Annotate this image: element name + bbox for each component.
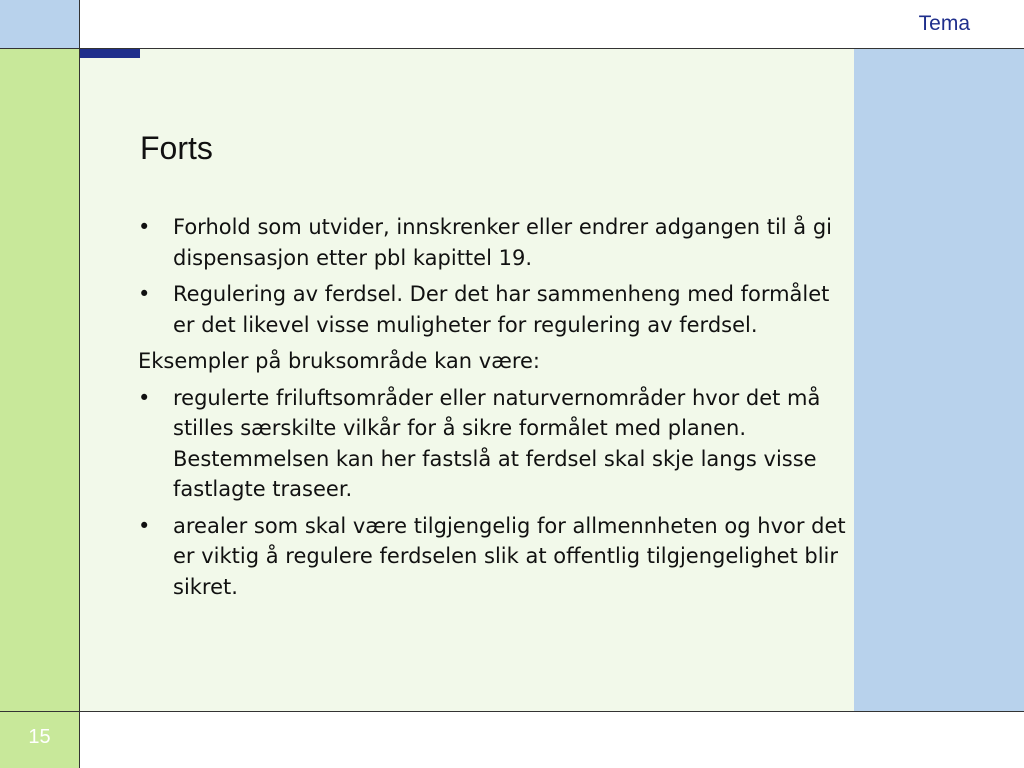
bullet-text: regulerte friluftsområder eller naturvernområder hvor det må stilles særskilte vilkår for å sikre formålet med planen. Bestemmelsen kan her fastslå at ferdsel skal skje langs visse fastlagte traseer. [173,385,821,501]
bullet-marker: • [138,282,151,306]
footer-divider [0,711,1024,712]
vertical-divider [79,0,80,768]
right-color-band [854,49,1024,711]
bullet-item [138,383,850,505]
slide-body [138,212,850,608]
header-bar [80,0,1024,48]
bullet-marker: • [138,385,151,410]
header-left-block [0,0,79,48]
page-number: 15 [28,726,51,748]
bullet-marker: • [138,513,151,538]
bullet-text: Regulering av ferdsel. Der det har sammenheng med formålet er det likevel visse muligheter for regulering av ferdsel. [173,282,830,337]
bullet-marker: • [138,215,151,239]
bullet-text: Forhold som utvider, innskrenker eller endrer adgangen til å gi dispensasjon etter pbl kapittel 19. [173,215,833,270]
bullet-text: arealer som skal være tilgjengelig for allmennheten og hvor det er viktig å regulere ferdselen slik at offentlig tilgjengelighet blir sikret. [173,513,846,599]
title-accent-bar [80,49,140,58]
header-divider [0,48,1024,49]
slide-title: Forts [140,130,213,166]
left-color-band [0,49,79,711]
bullet-item [138,511,850,603]
section-label: Tema [918,12,970,35]
bullet-item [138,279,850,340]
intro-paragraph: Eksempler på bruksområde kan være: [138,349,540,373]
bullet-item [138,212,850,273]
